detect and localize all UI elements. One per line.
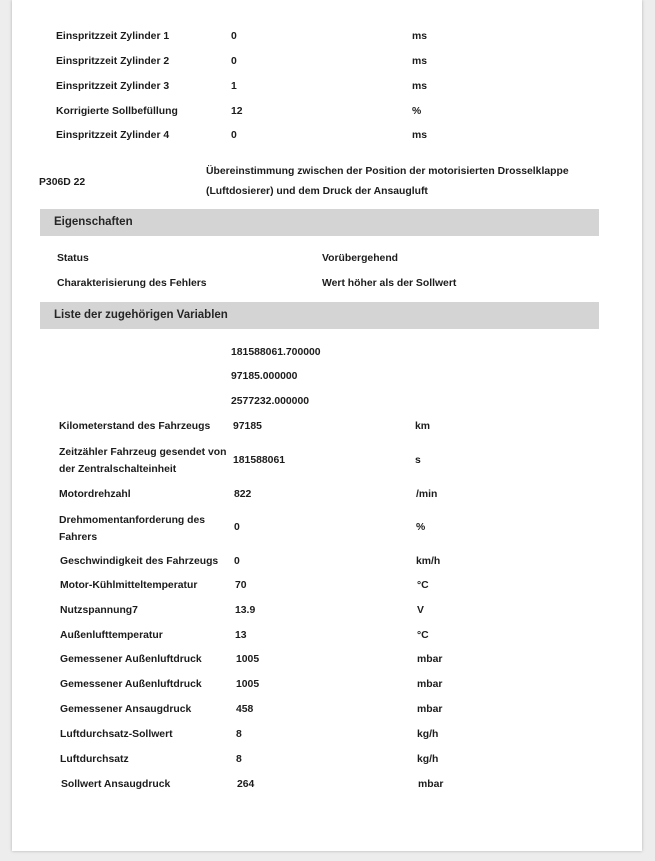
fault-description: Übereinstimmung zwischen der Position der motorisierten Drosselklappe (Luftdosierer) und dem Druck der Ansaugluft	[206, 166, 569, 197]
variable-label: Motor-Kühlmitteltemperatur	[60, 580, 198, 591]
row-label: Einspritzzeit Zylinder 2	[56, 56, 170, 67]
variable-unit: km	[415, 421, 431, 432]
variable-value: 0	[234, 556, 240, 567]
variable-label: Gemessener Außenluftdruck	[60, 654, 202, 665]
variable-label: Nutzspannung7	[60, 605, 138, 616]
variable-value: 8	[236, 754, 242, 765]
row-value: 0	[231, 130, 237, 141]
variable-unit: %	[416, 522, 426, 533]
print-header-right	[497, 10, 501, 18]
variable-unit: mbar	[417, 679, 443, 690]
row-value: 0	[231, 31, 237, 42]
raw-value: 2577232.000000	[231, 396, 310, 407]
row-label: Korrigierte Sollbefüllung	[56, 106, 178, 117]
row-value: 1	[231, 81, 237, 92]
variable-label: Gemessener Außenluftdruck	[60, 679, 202, 690]
fault-code: P306D 22	[39, 177, 86, 188]
variable-label: Zeitzähler Fahrzeug gesendet von der Zentralschalteinheit	[59, 447, 227, 475]
raw-value: 97185.000000	[231, 371, 298, 382]
variable-unit: kg/h	[417, 729, 439, 740]
variable-label: Motordrehzahl	[59, 489, 131, 500]
row-label: Einspritzzeit Zylinder 1	[56, 31, 170, 42]
variable-unit: mbar	[417, 704, 443, 715]
variable-label: Kilometerstand des Fahrzeugs	[59, 421, 211, 432]
variable-value: 13	[235, 630, 247, 641]
row-unit: %	[412, 106, 422, 117]
variable-unit: s	[415, 455, 421, 466]
variable-unit: /min	[416, 489, 438, 500]
variable-value: 0	[234, 522, 240, 533]
section-heading: Liste der zugehörigen Variablen	[54, 309, 228, 321]
property-value: Wert höher als der Sollwert	[322, 278, 457, 289]
print-footer-left	[24, 838, 28, 846]
variable-value: 8	[236, 729, 242, 740]
variable-label: Geschwindigkeit des Fahrzeugs	[60, 556, 219, 567]
variable-unit: mbar	[418, 779, 444, 790]
section-heading: Eigenschaften	[54, 216, 133, 228]
variable-label: Sollwert Ansaugdruck	[61, 779, 171, 790]
variable-value: 264	[237, 779, 255, 790]
row-unit: ms	[412, 31, 428, 42]
variable-value: 13.9	[235, 605, 256, 616]
variable-unit: mbar	[417, 654, 443, 665]
row-value: 12	[231, 106, 243, 117]
variable-label: Luftdurchsatz	[60, 754, 129, 765]
variable-value: 1005	[236, 654, 260, 665]
row-value: 0	[231, 56, 237, 67]
row-unit: ms	[412, 81, 428, 92]
variable-unit: kg/h	[417, 754, 439, 765]
property-value: Vorübergehend	[322, 253, 399, 264]
variable-value: 458	[236, 704, 254, 715]
variable-value: 181588061	[233, 455, 286, 466]
row-label: Einspritzzeit Zylinder 3	[56, 81, 170, 92]
print-footer-right	[548, 838, 552, 846]
variable-value: 70	[235, 580, 247, 591]
variable-unit: °C	[417, 630, 429, 641]
variable-label: Drehmomentanforderung des Fahrers	[59, 515, 206, 543]
variable-unit: km/h	[416, 556, 441, 567]
variable-label: Luftdurchsatz-Sollwert	[60, 729, 173, 740]
print-header-left	[24, 10, 28, 18]
variables-section-header	[40, 302, 599, 329]
row-label: Einspritzzeit Zylinder 4	[56, 130, 170, 141]
raw-value: 181588061.700000	[231, 347, 321, 358]
variable-value: 97185	[233, 421, 262, 432]
variable-label: Gemessener Ansaugdruck	[60, 704, 192, 715]
property-label: Status	[57, 253, 89, 264]
properties-section-header	[40, 209, 599, 236]
variable-value: 822	[234, 489, 252, 500]
row-unit: ms	[412, 130, 428, 141]
document-page	[12, 0, 642, 851]
variable-value: 1005	[236, 679, 260, 690]
property-label: Charakterisierung des Fehlers	[57, 278, 207, 289]
variable-label: Außenlufttemperatur	[60, 630, 163, 641]
variable-unit: V	[417, 605, 424, 616]
variable-unit: °C	[417, 580, 429, 591]
row-unit: ms	[412, 56, 428, 67]
